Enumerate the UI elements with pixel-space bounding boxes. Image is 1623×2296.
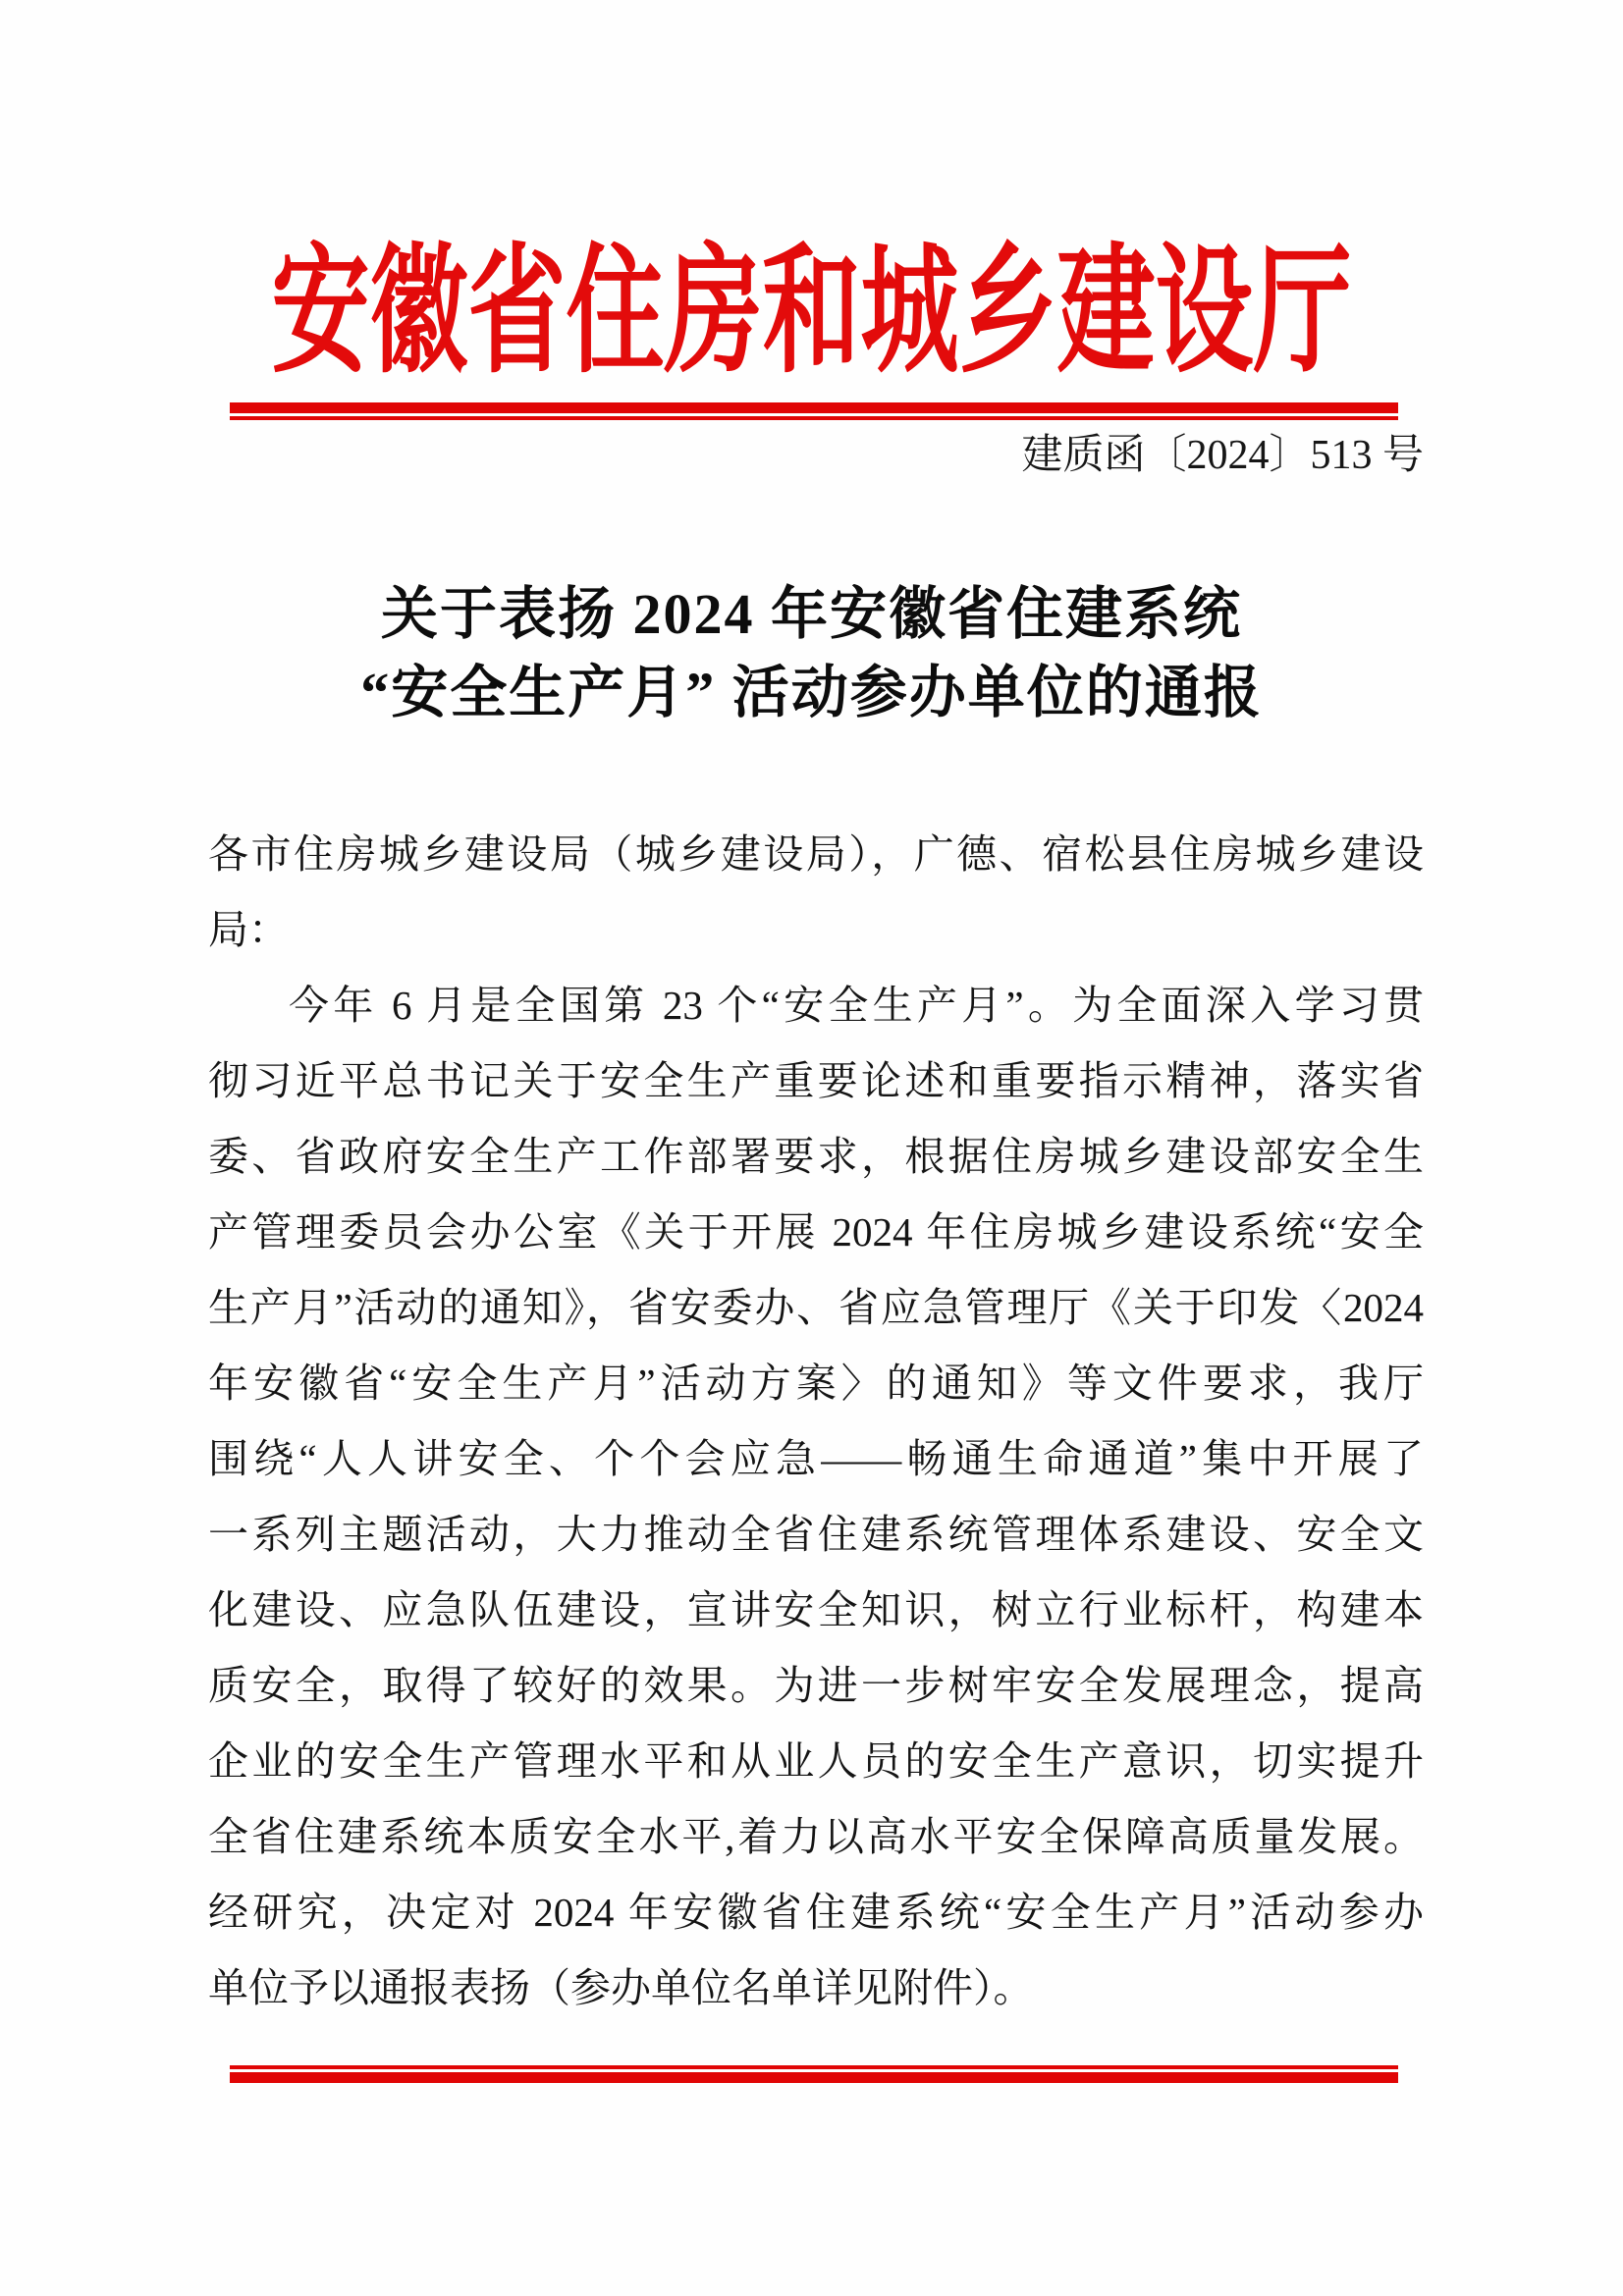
body-line: 年安徽省“安全生产月”活动方案〉的通知》等文件要求，我厅: [208, 1361, 1424, 1406]
header-rule-thin-line: [230, 416, 1398, 420]
body-line: 一系列主题活动，大力推动全省住建系统管理体系建设、安全文: [208, 1512, 1424, 1557]
body-line: 围绕“人人讲安全、个个会应急——畅通生命通道”集中开展了: [208, 1436, 1424, 1481]
document-title: [0, 575, 1623, 732]
body-line: 彻习近平总书记关于安全生产重要论述和重要指示精神，落实省: [208, 1058, 1424, 1103]
body-line: 单位予以通报表扬（参办单位名单详见附件）。: [208, 1965, 1034, 2010]
body-line: 产管理委员会办公室《关于开展 2024 年住房城乡建设系统“安全: [208, 1209, 1424, 1255]
agency-header-title: 安徽省住房和城乡建设厅: [271, 235, 1352, 391]
body-line: 化建设、应急队伍建设，宣讲安全知识，树立行业标杆，构建本: [208, 1587, 1424, 1632]
document-title-line-2: “安全生产月” 活动参办单位的通报: [360, 661, 1263, 724]
document-title-line-1: 关于表扬 2024 年安徽省住建系统: [380, 582, 1242, 646]
body-line: 各市住房城乡建设局（城乡建设局），广德、宿松县住房城乡建设: [208, 831, 1424, 877]
document-number: 建质函〔2024〕513 号: [1021, 433, 1424, 478]
footer-rule-thick-line: [230, 2072, 1398, 2083]
header-rule-thick-line: [230, 402, 1398, 413]
body-line: 局：: [208, 907, 289, 952]
body-line: 经研究，决定对 2024 年安徽省住建系统“安全生产月”活动参办: [208, 1890, 1424, 1935]
document-body: [208, 817, 1424, 2026]
body-line: 企业的安全生产管理水平和从业人员的安全生产意识，切实提升: [208, 1738, 1424, 1784]
header-rule: [230, 402, 1398, 420]
body-line: 委、省政府安全生产工作部署要求，根据住房城乡建设部安全生: [208, 1134, 1424, 1179]
body-line: 全省住建系统本质安全水平,着力以高水平安全保障高质量发展。: [208, 1814, 1424, 1859]
body-line: 生产月”活动的通知》，省安委办、省应急管理厅《关于印发〈2024: [208, 1285, 1424, 1330]
body-line: 质安全，取得了较好的效果。为进一步树牢安全发展理念，提高: [208, 1663, 1424, 1708]
body-line: 今年 6 月是全国第 23 个“安全生产月”。为全面深入学习贯: [289, 983, 1424, 1028]
footer-rule: [230, 2065, 1398, 2083]
